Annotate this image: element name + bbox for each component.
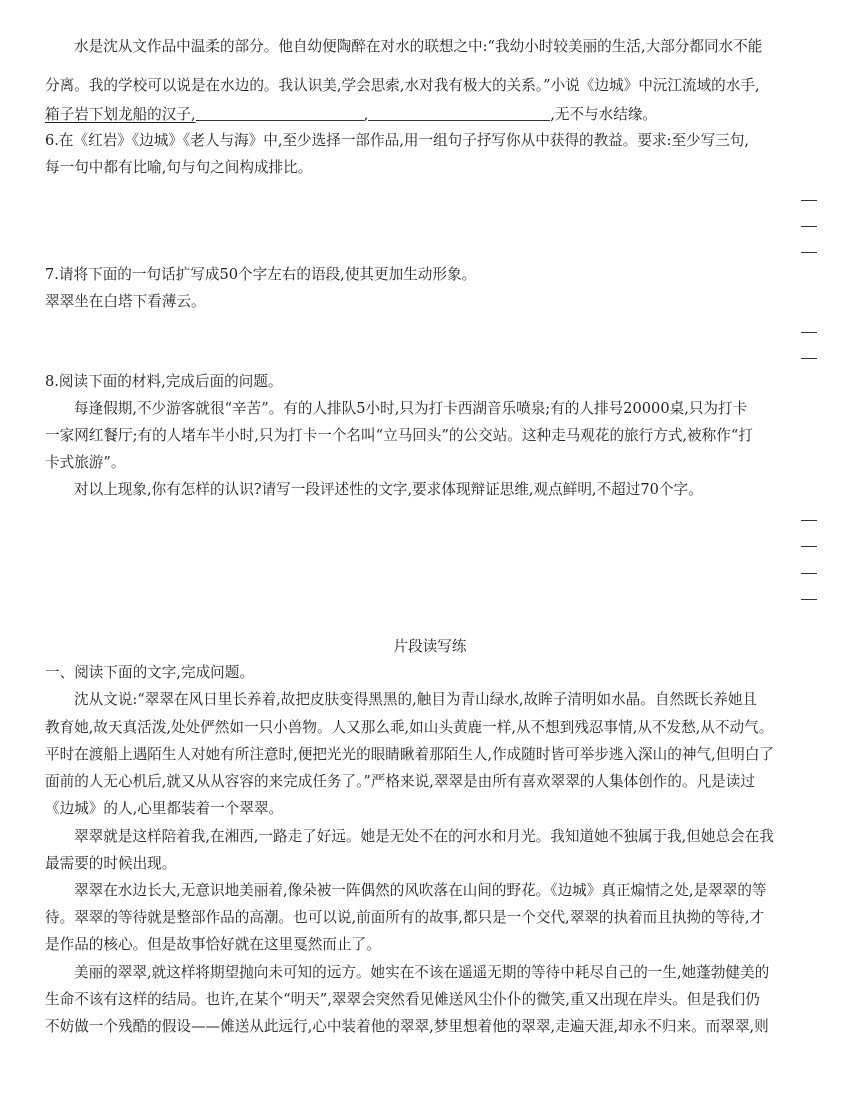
underlined-phrase: 箱子岩下划龙船的汉子, bbox=[45, 106, 196, 123]
answer-line[interactable] bbox=[801, 546, 817, 547]
section-title: 片段读写练 bbox=[393, 638, 467, 655]
answer-line[interactable] bbox=[801, 200, 817, 201]
q8-material: 一家网红餐厅;有的人堵车半小时,只为打卡一个名叫“立马回头”的公交站。这种走马观花的旅行方式,被称作“打 bbox=[45, 427, 753, 444]
q8-material: 每逢假期,不少游客就很“辛苦”。有的人排队5小时,只为打卡西湖音乐喷泉;有的人排号20000桌,只为打卡 bbox=[74, 400, 748, 417]
top-passage-line: 分离。我的学校可以说是在水边的。我认识美,学会思索,水对我有极大的关系。”小说《边城》中沅江流域的水手, bbox=[45, 77, 760, 94]
reading-paragraph-line: 教育她,故天真活泼,处处俨然如一只小兽物。人又那么乖,如山头黄鹿一样,从不想到残忍事情,从不发愁,从不动气。 bbox=[45, 719, 774, 736]
q7-sentence: 翠翠坐在白塔下看薄云。 bbox=[45, 293, 206, 310]
answer-line[interactable] bbox=[801, 573, 817, 574]
q8-prompt: 8.阅读下面的材料,完成后面的问题。 bbox=[45, 373, 283, 390]
reading-paragraph-line: 翠翠在水边长大,无意识地美丽着,像朵被一阵偶然的风吹落在山间的野花。《边城》真正煽情之处,是翠翠的等 bbox=[74, 882, 767, 899]
answer-line[interactable] bbox=[801, 599, 817, 600]
reading-paragraph-line: 不妨做一个残酷的假设——傩送从此远行,心中装着他的翠翠,梦里想着他的翠翠,走遍天涯,却永不归来。而翠翠,则 bbox=[45, 1018, 769, 1035]
reading-paragraph-line: 平时在渡船上遇陌生人对她有所注意时,便把光光的眼睛瞅着那陌生人,作成随时皆可举步逃入深山的神气,但明白了 bbox=[45, 746, 775, 763]
reading-paragraph-line: 翠翠就是这样陪着我,在湘西,一路走了好远。她是无处不在的河水和月光。我知道她不独属于我,但她总会在我 bbox=[74, 828, 774, 845]
separator: , bbox=[363, 106, 369, 123]
top-passage-line: 水是沈从文作品中温柔的部分。他自幼便陶醉在对水的联想之中:“我幼小时较美丽的生活,大部分都同水不能 bbox=[74, 38, 763, 55]
reading-paragraph-line: 最需要的时候出现。 bbox=[45, 855, 177, 872]
q6-prompt: 每一句中都有比喻,句与句之间构成排比。 bbox=[45, 159, 313, 176]
answer-line[interactable] bbox=[801, 358, 817, 359]
reading-paragraph-line: 沈从文说:“翠翠在风日里长养着,故把皮肤变得黑黑的,触目为青山绿水,故眸子清明如水晶。自然既长养她且 bbox=[74, 691, 758, 708]
reading-paragraph-line: 生命不该有这样的结局。也许,在某个“明天”,翠翠会突然看见傩送风尘仆仆的微笑,重又出现在岸头。但是我们仍 bbox=[45, 991, 760, 1008]
reading-paragraph-line: 《边城》的人,心里都装着一个翠翠。 bbox=[45, 800, 284, 817]
q8-task: 对以上现象,你有怎样的认识?请写一段评述性的文字,要求体现辩证思维,观点鲜明,不超过70个字。 bbox=[74, 481, 703, 498]
reading-paragraph-line: 美丽的翠翠,就这样将期望抛向未可知的远方。她实在不该在遥遥无期的等待中耗尽自己的一生,她蓬勃健美的 bbox=[74, 964, 770, 981]
reading-paragraph-line: 待。翠翠的等待就是整部作品的高潮。也可以说,前面所有的故事,都只是一个交代,翠翠的执着而且执拗的等待,才 bbox=[45, 909, 765, 926]
q7-prompt: 7.请将下面的一句话扩写成50个字左右的语段,使其更加生动形象。 bbox=[45, 266, 477, 283]
top-passage-blank-line bbox=[45, 101, 657, 128]
answer-line[interactable] bbox=[801, 226, 817, 227]
answer-line[interactable] bbox=[801, 332, 817, 333]
q8-material: 卡式旅游”。 bbox=[45, 454, 126, 471]
reading-paragraph-line: 是作品的核心。但是故事恰好就在这里戛然而止了。 bbox=[45, 936, 381, 953]
line-tail: ,无不与水结缘。 bbox=[550, 106, 658, 123]
answer-line[interactable] bbox=[801, 520, 817, 521]
answer-blank[interactable] bbox=[196, 105, 364, 121]
answer-line[interactable] bbox=[801, 252, 817, 253]
q6-prompt: 6.在《红岩》《边城》《老人与海》中,至少选择一部作品,用一组句子抒写你从中获得的教益。要求:至少写三句, bbox=[45, 132, 750, 149]
answer-blank[interactable] bbox=[368, 105, 550, 121]
reading-paragraph-line: 面前的人无心机后,就又从从容容的来完成任务了。”严格来说,翠翠是由所有喜欢翠翠的人集体创作的。凡是读过 bbox=[45, 773, 755, 790]
section-question-heading: 一、阅读下面的文字,完成问题。 bbox=[45, 664, 254, 681]
